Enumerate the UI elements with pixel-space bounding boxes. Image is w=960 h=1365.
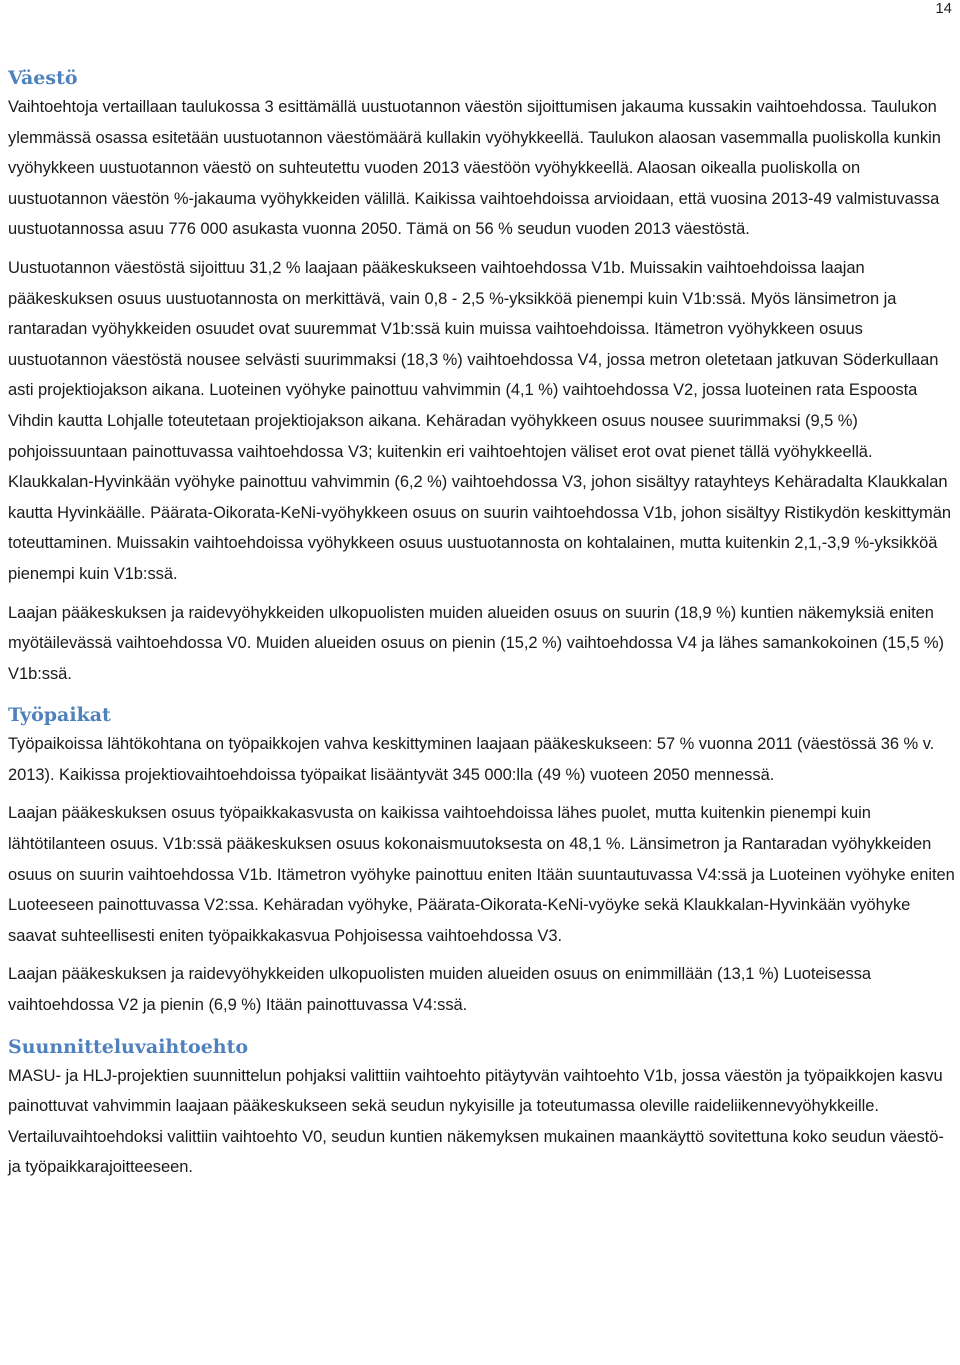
- section-tyopaikat: [8, 701, 956, 1020]
- section-heading-tyopaikat: Työpaikat: [8, 704, 111, 727]
- paragraph: Laajan pääkeskuksen osuus työpaikkakasvusta on kaikissa vaihtoehdoissa lähes puolet, mutta kuitenkin pienempi kuin lähtötilanteen osuus. V1b:ssä pääkeskuksen osuus kokonaismuutoksesta on 48,1 %. Länsimetron ja Rantaradan vyöhykkeiden osuus on suurin vaihtoehdossa V1b. Itämetron vyöhyke painottuu eniten Itään suuntautuvassa V4:ssä ja Luoteinen vyöhyke eniten Luoteeseen painottuvassa V2:ssa. Kehäradan vyöhyke, Päärata-Oikorata-KeNi-vyöyke sekä Klaukkalan-Hyvinkään vyöhyke saavat suhteellisesti eniten työpaikkakasvua Pohjoisessa vaihtoehdossa V3.: [8, 804, 955, 945]
- section-heading-vaesto: Väestö: [8, 67, 78, 89]
- paragraph: Laajan pääkeskuksen ja raidevyöhykkeiden ulkopuolisten muiden alueiden osuus on enimmillään (13,1 %) Luoteisessa vaihtoehdossa V2 ja pienin (6,9 %) Itään painottuvassa V4:ssä.: [8, 965, 872, 1015]
- section-heading-suunnitteluvaihtoehto: Suunnitteluvaihtoehto: [8, 1035, 249, 1058]
- paragraph: Vaihtoehtoja vertaillaan taulukossa 3 esittämällä uustuotannon väestön sijoittumisen jakauma kussakin vaihtoehdossa. Taulukon ylemmässä osassa esitetään uustuotannon väestömäärä kullakin vyöhykkeellä. Taulukon alaosan vasemmalla puoliskolla kunkin vyöhykkeen uustuotannon väestö on suhteutettu vuoden 2013 väestöön vyöhykkeellä. Alaosan oikealla puoliskolla on uustuotannon väestön %-jakauma vyöhykkeiden välillä. Kaikissa vaihtoehdoissa arvioidaan, että vuosina 2013-49 valmistuvassa uustuotannossa asuu 776 000 asukasta vuonna 2050. Tämä on 56 % seudun vuoden 2013 väestöstä.: [8, 98, 941, 239]
- document-body: [8, 64, 956, 1183]
- paragraph: Laajan pääkeskuksen ja raidevyöhykkeiden ulkopuolisten muiden alueiden osuus on suurin (18,9 %) kuntien näkemyksiä eniten myötäilevässä vaihtoehdossa V0. Muiden alueiden osuus on pienin (15,2 %) vaihtoehdossa V4 ja lähes samankokoinen (15,5 %) V1b:ssä.: [8, 603, 944, 683]
- paragraph: MASU- ja HLJ-projektien suunnittelun pohjaksi valittiin vaihtoehto pitäytyvän vaihtoehto V1b, jossa väestön ja työpaikkojen kasvu painottuvat vahvimmin laajaan pääkeskukseen sekä seudun nykyisille ja toteutumassa oleville raideliikennevyöhykkeille. Vertailuvaihtoehdoksi valittiin vaihtoehto V0, seudun kuntien näkemyksen mukainen maankäyttö sovitettuna koko seudun väestö- ja työpaikkarajoitteeseen.: [8, 1066, 944, 1177]
- paragraph: Uustuotannon väestöstä sijoittuu 31,2 % laajaan pääkeskukseen vaihtoehdossa V1b. Muissakin vaihtoehdoissa laajan pääkeskuksen osuus uustuotannosta on merkittävä, vain 0,8 - 2,5 %-yksikköä pienempi kuin V1b:ssä. Myös länsimetron ja rantaradan vyöhykkeiden osuudet ovat suuremmat V1b:ssä kuin muissa vaihtoehdoissa. Itämetron vyöhykkeen osuus uustuotannon väestöstä nousee selvästi suurimmaksi (18,3 %) vaihtoehdossa V4, jossa metron oletetaan jatkuvan Söderkullaan asti projektiojakson aikana. Luoteinen vyöhyke painottuu vahvimmin (4,1 %) vaihtoehdossa V2, jossa luoteinen rata Espoosta Vihdin kautta Lohjalle toteutetaan projektiojakson aikana. Kehäradan vyöhykkeen osuus nousee suurimmaksi (9,5 %) pohjoissuuntaan painottuvassa vaihtoehdossa V3; kuitenkin eri vaihtoehtojen väliset erot ovat pienet tällä vyöhykkeellä. Klaukkalan-Hyvinkään vyöhyke painottuu vahvimmin (6,2 %) vaihtoehdossa V3, johon sisältyy ratayhteys Kehäradalta Klaukkalan kautta Hyvinkäälle. Päärata-Oikorata-KeNi-vyöhykkeen osuus on suurin vaihtoehdossa V1b, johon sisältyy Ristikydön keskittymän toteuttaminen. Muissakin vaihtoehdoissa vyöhykkeen osuus uustuotannosta on kohtalainen, mutta kuitenkin 2,1,-3,9 %-yksikköä pienempi kuin V1b:ssä.: [8, 258, 951, 583]
- page-number: 14: [935, 0, 952, 17]
- paragraph: Työpaikoissa lähtökohtana on työpaikkojen vahva keskittyminen laajaan pääkeskukseen: 57 % vuonna 2011 (väestössä 36 % v. 2013). Kaikissa projektiovaihtoehdoissa työpaikat lisääntyvät 345 000:lla (49 %) vuoteen 2050 mennessä.: [8, 735, 935, 784]
- section-suunnitteluvaihtoehto: [8, 1033, 956, 1183]
- section-vaesto: [8, 64, 956, 689]
